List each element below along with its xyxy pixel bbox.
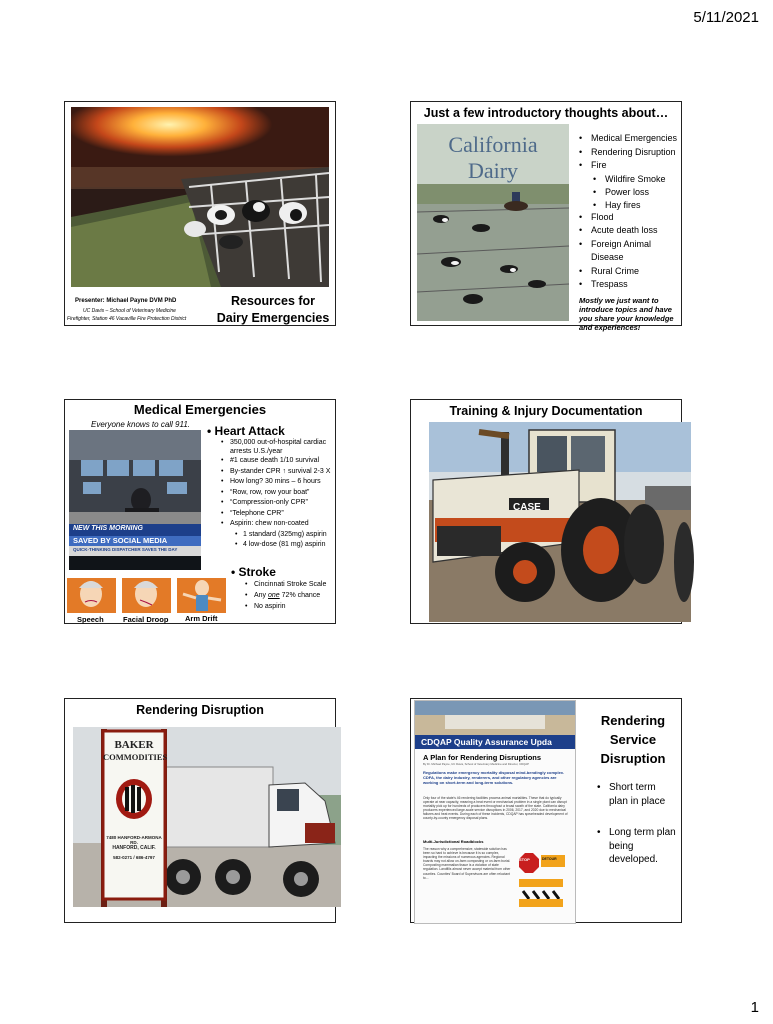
slide-1 <box>64 101 336 326</box>
slide-6-bullets <box>597 781 677 867</box>
bullet-death-loss: • Acute death loss <box>579 224 681 238</box>
bullet-trespass: • Trespass <box>579 278 681 292</box>
heart-attack-section: • Heart Attack • 350,000 out-of-hospital cardiac arrests U.S./year • #1 cause death 1/10 survival • By-stander CPR ↑ survival 2-3 X • How long? 30 mins – 6 hours • “Row, row, row your boat” • “Compression-only CPR” • “Telephone CPR” • Aspirin: chew non-coated • 1 standard (325mg) aspirin • 4 low-dose (81 mg) aspirin <box>207 424 337 551</box>
bullet-fire: • Fire <box>579 159 681 173</box>
sub-bullet-power: • Power loss <box>579 186 681 200</box>
slide-5-title: Rendering Disruption <box>136 703 264 717</box>
slide-4 <box>410 399 682 624</box>
aspirin-item: • 1 standard (325mg) aspirin <box>221 530 337 541</box>
stroke-item-chance <box>245 590 337 601</box>
detour-sign-text: DETOUR <box>542 857 557 861</box>
label-facial-droop: Facial Droop <box>123 615 169 624</box>
heart-item: • 350,000 out-of-hospital cardiac arrests U.S./year <box>221 438 337 456</box>
print-date: 5/11/2021 <box>693 9 759 26</box>
sign-phone: 582-0271 / 686-4797 <box>113 855 155 860</box>
bullet-foreign-disease: • Foreign Animal Disease <box>579 238 681 265</box>
tractor-case-badge: CASE <box>513 502 541 513</box>
bullet-flood: • Flood <box>579 211 681 225</box>
title-line-1: Resources for <box>230 294 316 308</box>
sign-address-2: HANFORD, CALIF. <box>112 845 156 851</box>
sub-bullet-smoke: • Wildfire Smoke <box>579 173 681 187</box>
bullet-rural-crime: • Rural Crime <box>579 265 681 279</box>
heart-item: • “Telephone CPR” <box>221 509 337 520</box>
stroke-chance-text: 72% chance <box>281 592 321 599</box>
stroke-speech-illustration <box>67 578 116 613</box>
bullet-long-term: • Long term plan being developed. <box>597 826 677 867</box>
bullet-medical: • Medical Emergencies <box>579 132 681 146</box>
tractor-photo <box>429 422 691 622</box>
sign-line-2: COMMODITIES <box>103 752 168 762</box>
heart-item: • #1 cause death 1/10 survival <box>221 456 337 467</box>
article-title: A Plan for Rendering Disruptions <box>423 753 542 762</box>
stroke-arm-drift-illustration <box>177 578 226 613</box>
newsletter-banner: CDQAP Quality Assurance Upda <box>415 735 575 749</box>
news-banner-1: NEW THIS MORNING <box>73 525 143 532</box>
slide-3-title: Medical Emergencies <box>133 402 267 417</box>
label-arm-drift: Arm Drift <box>185 614 218 623</box>
affiliation-line-1: UC Davis – School of Veterinary Medicine <box>83 308 176 314</box>
heart-item: • By-stander CPR ↑ survival 2-3 X <box>221 467 337 478</box>
stroke-facial-droop-illustration <box>122 578 171 613</box>
label-speech: Speech <box>77 615 104 624</box>
stroke-item: • Cincinnati Stroke Scale <box>245 579 337 590</box>
stroke-one-word: one <box>268 592 280 599</box>
aspirin-item: • 4 low-dose (81 mg) aspirin <box>221 540 337 551</box>
heart-item: • “Compression-only CPR” <box>221 498 337 509</box>
sign-address-1: 7480 HANFORD-ARMONA RD. <box>106 835 162 845</box>
stroke-heading: Stroke <box>238 565 276 579</box>
heart-attack-heading: Heart Attack <box>214 424 285 438</box>
title-line-2: Dairy Emergencies <box>216 311 330 325</box>
page-number: 1 <box>750 999 759 1016</box>
slide-4-title: Training & Injury Documentation <box>449 404 643 418</box>
slide-3 <box>64 399 336 624</box>
slide-5 <box>64 698 336 923</box>
stroke-item: • No aspirin <box>245 601 337 612</box>
slide-2-note: Mostly we just want to introduce topics and have you share your knowledge and experiences! <box>579 295 674 332</box>
article-lead: Regulations make emergency mortality disposal mind-bendingly complex. CDFA, the dairy industry, renderers, and other regulatory agencies are working on short-term and long-term solutions. <box>423 770 565 785</box>
slide-6 <box>410 698 682 923</box>
news-banner-3: QUICK-THINKING DISPATCHER SAVES THE DAY <box>73 547 178 552</box>
news-banner-2: SAVED BY SOCIAL MEDIA <box>73 536 168 545</box>
sub-bullet-hay: • Hay fires <box>579 200 681 211</box>
article-subhead: Multi-Jurisdictional Roadblocks <box>423 839 484 844</box>
stroke-section: • Stroke • Cincinnati Stroke Scale • Any one 72% chance • No aspirin <box>231 565 337 612</box>
title-line-3: Disruption <box>600 751 666 766</box>
bullet-short-term: • Short term plan in place <box>597 781 677 808</box>
rendering-truck-photo <box>73 727 341 907</box>
heart-item: • How long? 30 mins – 6 hours <box>221 477 337 488</box>
presenter-name: Presenter: Michael Payne DVM PhD <box>75 298 177 304</box>
article-body-1: Only four of the state's 46 rendering facilities process animal mortalities. These that do typically operate at near capacity, meaning a heat event or mechanical problem in a single plant can disrupt mortality pick up for hundreds of producers throughout a broad swath of the state. California dairy producers experienced large-scale service disruptions in 2006, 2017, and 2020 due to mechanical failures and heat events. During each of these incidents, CDQAP has spearheaded development of county-by-county emergency disposal plans. <box>423 796 568 821</box>
affiliation-line-2: Firefighter, Station 46 Vacaville Fire Protection District <box>67 316 187 322</box>
magazine-title: California Dairy <box>448 132 538 183</box>
dispatch-center-photo <box>69 430 201 570</box>
slide-3-subtitle: Everyone knows to call 911. <box>91 420 191 429</box>
slide-6-title <box>587 711 679 768</box>
california-dairy-magazine-cover <box>417 124 569 321</box>
stroke-any-word: Any <box>254 592 267 599</box>
slide-2-title: Just a few introductory thoughts about… <box>423 106 669 120</box>
heart-item: • “Row, row, row your boat” <box>221 488 337 499</box>
article-body-2: The reason why a comprehensive, statewide solution has been so hard to achieve is because it is so complex, impacting the missions of numerous agencies. Regional boards may not allow on-farm composting or on-farm burial. Composting mammalian tissue is a violation of state regulation. Landfills almost never accept material from other counties. Counties' Board of Supervisors are often reluctant to... <box>423 847 511 880</box>
slide-1-title <box>213 293 333 327</box>
sign-line-1: BAKER <box>114 739 154 751</box>
barn-fire-photo <box>71 107 329 287</box>
slide-2-bullets <box>579 132 681 332</box>
title-line-1: Rendering <box>600 713 666 728</box>
newsletter-page <box>414 700 576 924</box>
heart-item: • Aspirin: chew non-coated <box>221 519 337 530</box>
bullet-rendering: • Rendering Disruption <box>579 146 681 160</box>
slide-2 <box>410 101 682 332</box>
stop-sign-text: STOP <box>519 857 530 862</box>
title-line-2: Service <box>609 732 657 747</box>
article-byline: By Dr. Michael Payne, UC Davis, School of Veterinary Medicine and Director, CDQAP <box>423 762 530 766</box>
